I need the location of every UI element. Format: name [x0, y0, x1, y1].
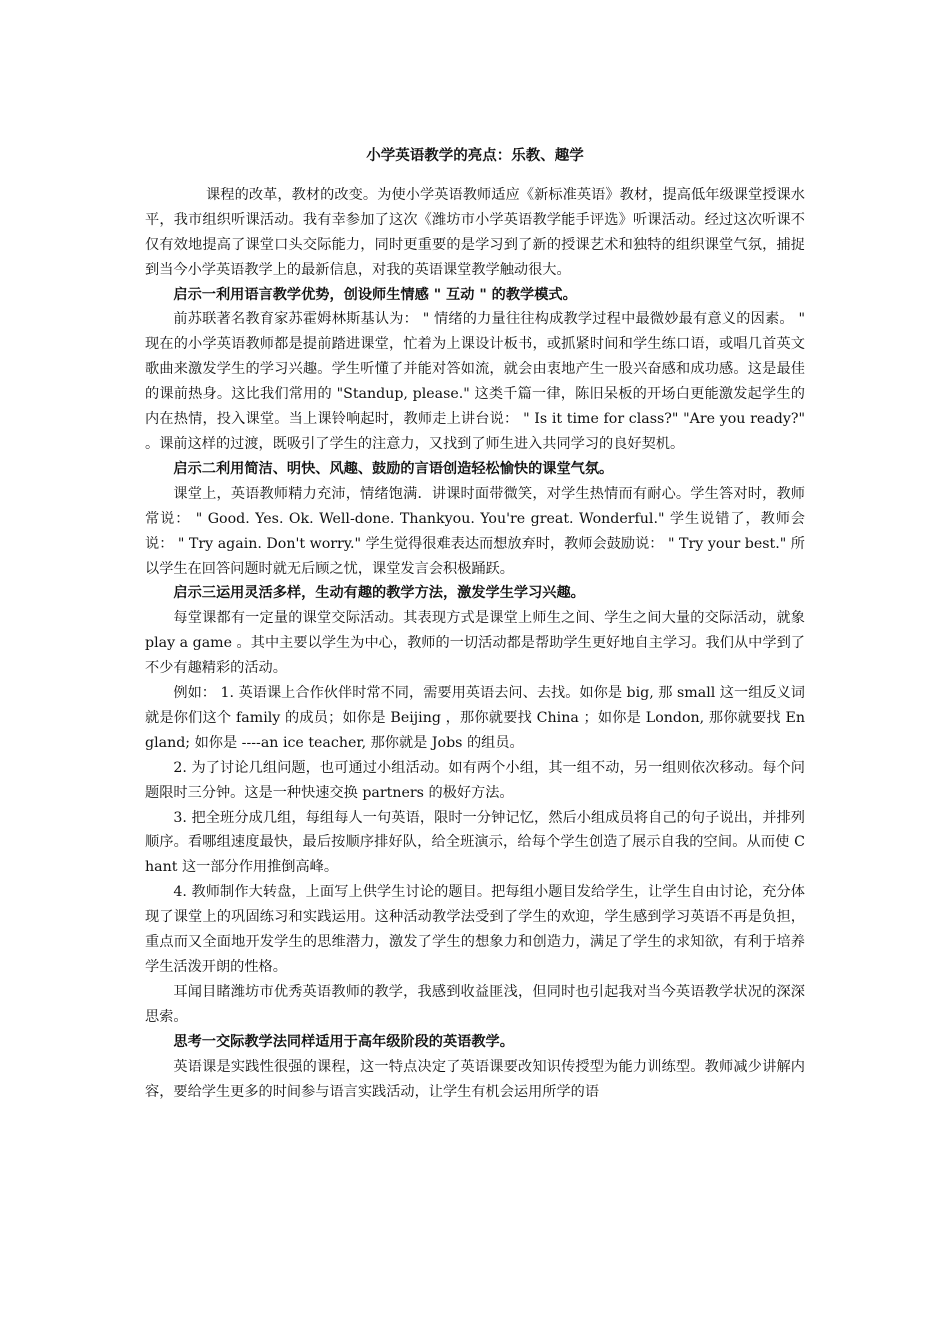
body-paragraph: 英语课是实践性很强的课程，这一特点决定了英语课要改知识传授型为能力训练型。教师减少讲解内容，要给学生更多的时间参与语言实践活动，让学生有机会运用所学的语: [145, 1058, 805, 1100]
body-paragraph: 耳闻目睹潍坊市优秀英语教师的教学，我感到收益匪浅，但同时也引起我对当今英语教学状况的深深思索。: [145, 983, 805, 1025]
document-body: [145, 183, 805, 1105]
body-paragraph: 课堂上，英语教师精力充沛，情绪饱满．讲课时面带微笑，对学生热情而有耐心。学生答对时，教师常说： " Good. Yes. Ok. Well-done. Thankyou. You're great. Wonderful." 学生说错了，教师会说： " Try again. Don't worry." 学生觉得很难表达而想放弃时，教师会鼓励说： " Try your best." 所以学生在回答问题时就无后顾之忧，课堂发言会积极踊跃。: [145, 485, 805, 577]
example-paragraph-4: 4. 教师制作大转盘，上面写上供学生讨论的题目。把每组小题目发给学生，让学生自由讨论，充分体现了课堂上的巩固练习和实践运用。这种活动教学法受到了学生的欢迎，学生感到学习英语不再是负担，重点而又全面地开发学生的思维潜力，激发了学生的想象力和创造力，满足了学生的求知欲，有利于培养学生活泼开朗的性格。: [145, 884, 805, 975]
example-paragraph-3: 3. 把全班分成几组，每组每人一句英语，限时一分钟记忆，然后小组成员将自己的句子说出，并排列顺序。看哪组速度最快，最后按顺序排好队，给全班演示，给每个学生创造了展示自我的空间。从而使 Chant 这一部分作用推倒高峰。: [145, 809, 805, 876]
example-paragraph-2: 2. 为了讨论几组问题，也可通过小组活动。如有两个小组，其一组不动，另一组则依次移动。每个问题限时三分钟。这是一种快速交换 partners 的极好方法。: [145, 759, 805, 801]
example-paragraph-1: 例如： 1. 英语课上合作伙伴时常不同，需要用英语去问、去找。如你是 big, 那 small 这一组反义词就是你们这个 family 的成员；如你是 Beijing ，那你就要找 China ；如你是 London, 那你就要找 England; 如你是 ----an ice teacher, 那你就是 Jobs 的组员。: [145, 685, 805, 751]
document-title: 小学英语教学的亮点：乐教、趣学: [366, 147, 584, 164]
section-heading-3: 启示三运用灵活多样，生动有趣的教学方法，激发学生学习兴趣。: [173, 585, 585, 602]
section-heading-2: 启示二利用简洁、明快、风趣、鼓励的言语创造轻松愉快的课堂气氛。: [173, 460, 614, 477]
document-page: [145, 144, 805, 1104]
intro-paragraph: 课程的改革，教材的改变。为使小学英语教师适应《新标准英语》教材，提高低年级课堂授课水平，我市组织听课活动。我有幸参加了这次《潍坊市小学英语教学能手评选》听课活动。经过这次听课不仅有效地提高了课堂口头交际能力，同时更重要的是学习到了新的授课艺术和独特的组织课堂气氛，捕捉到当今小学英语教学上的最新信息，对我的英语课堂教学触动很大。: [145, 186, 805, 278]
section-heading-1: 启示一利用语言教学优势，创设师生情感 " 互动 " 的教学模式。: [173, 286, 577, 303]
body-paragraph: 前苏联著名教育家苏霍姆林斯基认为： " 情绪的力量往往构成教学过程中最微妙最有意义的因素。 " 现在的小学英语教师都是提前踏进课堂，忙着为上课设计板书，或抓紧时间和学生练口语，或唱几首英文歌曲来激发学生的学习兴趣。学生听懂了并能对答如流，就会由衷地产生一股兴奋感和成功感。这是最佳的课前热身。这比我们常用的 "Standup, please." 这类千篇一律，陈旧呆板的开场白更能激发起学生的内在热情，投入课堂。当上课铃响起时，教师走上讲台说： " Is it time for class?" "Are you ready?" 。课前这样的过渡，既吸引了学生的注意力，又找到了师生进入共同学习的良好契机。: [145, 311, 805, 452]
section-heading-4: 思考一交际教学法同样适用于高年级阶段的英语教学。: [173, 1033, 514, 1050]
body-paragraph: 每堂课都有一定量的课堂交际活动。其表现方式是课堂上师生之间、学生之间大量的交际活动，就象 play a game 。其中主要以学生为中心，教师的一切活动都是帮助学生更好地自主学习。我们从中学到了不少有趣精彩的活动。: [145, 610, 805, 677]
